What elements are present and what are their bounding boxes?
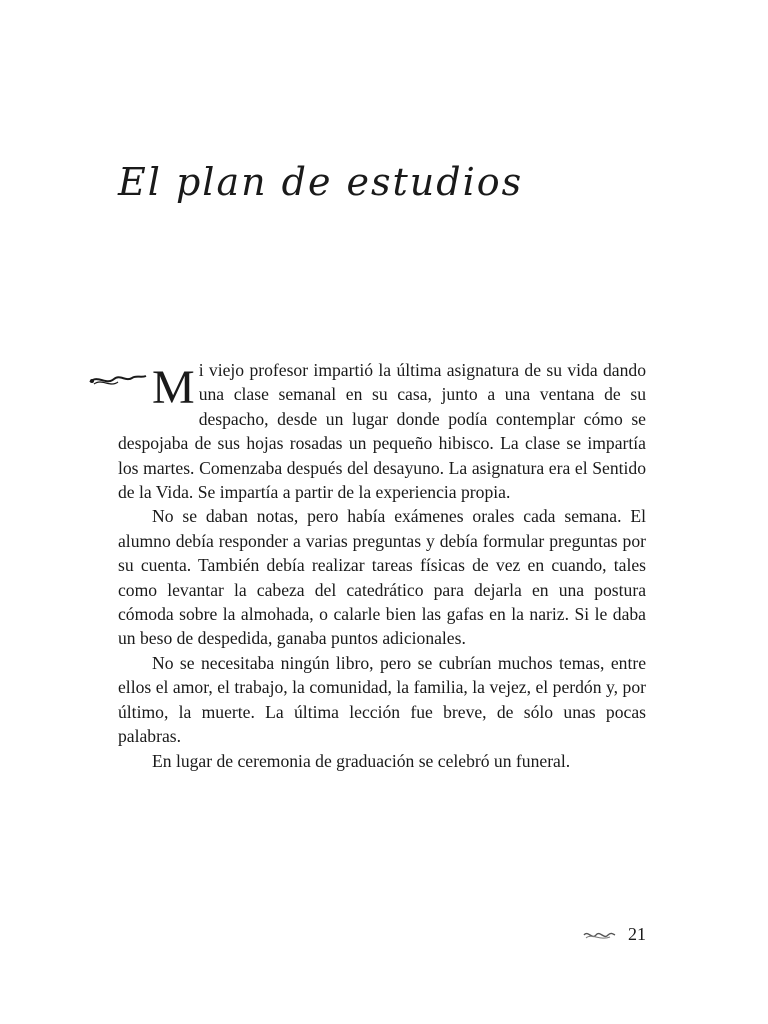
- chapter-title: El plan de estudios: [118, 160, 524, 204]
- paragraph-1: [118, 358, 646, 504]
- flourish-icon: [582, 929, 616, 941]
- paragraph-3: No se necesitaba ningún libro, pero se cubrían muchos temas, entre ellos el amor, el trabajo, la comunidad, la familia, la vejez, el perdón y, por último, la muerte. La última lección fue breve, de sólo unas pocas palabras.: [118, 652, 646, 747]
- page-footer: [582, 924, 646, 945]
- paragraph-2: No se daban notas, pero había exámenes orales cada semana. El alumno debía responder a varias preguntas y debía formular preguntas por su cuenta. También debía realizar tareas físicas de vez en cuando, tales como levantar la cabeza del catedrático para dejarla en una postura cómoda sobre la almohada, o calarle bien las gafas en la nariz. Si le daba un beso de despedida, ganaba puntos adicionales.: [118, 506, 646, 649]
- paragraph-1-text: i viejo profesor impartió la última asignatura de su vida dando una clase semanal en su casa, junto a una ventana de su despacho, desde un lugar donde podía contemplar cómo se despojaba de sus hojas rosadas un pequeño hibisco. La clase se impartía los martes. Comenzaba después del desayuno. La asignatura era el Sentido de la Vida. Se impartía a partir de la experiencia propia.: [118, 360, 646, 503]
- page-number: 21: [628, 924, 646, 944]
- chapter-body: [118, 358, 646, 773]
- drop-cap: M: [152, 361, 195, 414]
- paragraph-4: En lugar de ceremonia de graduación se celebró un funeral.: [152, 750, 571, 771]
